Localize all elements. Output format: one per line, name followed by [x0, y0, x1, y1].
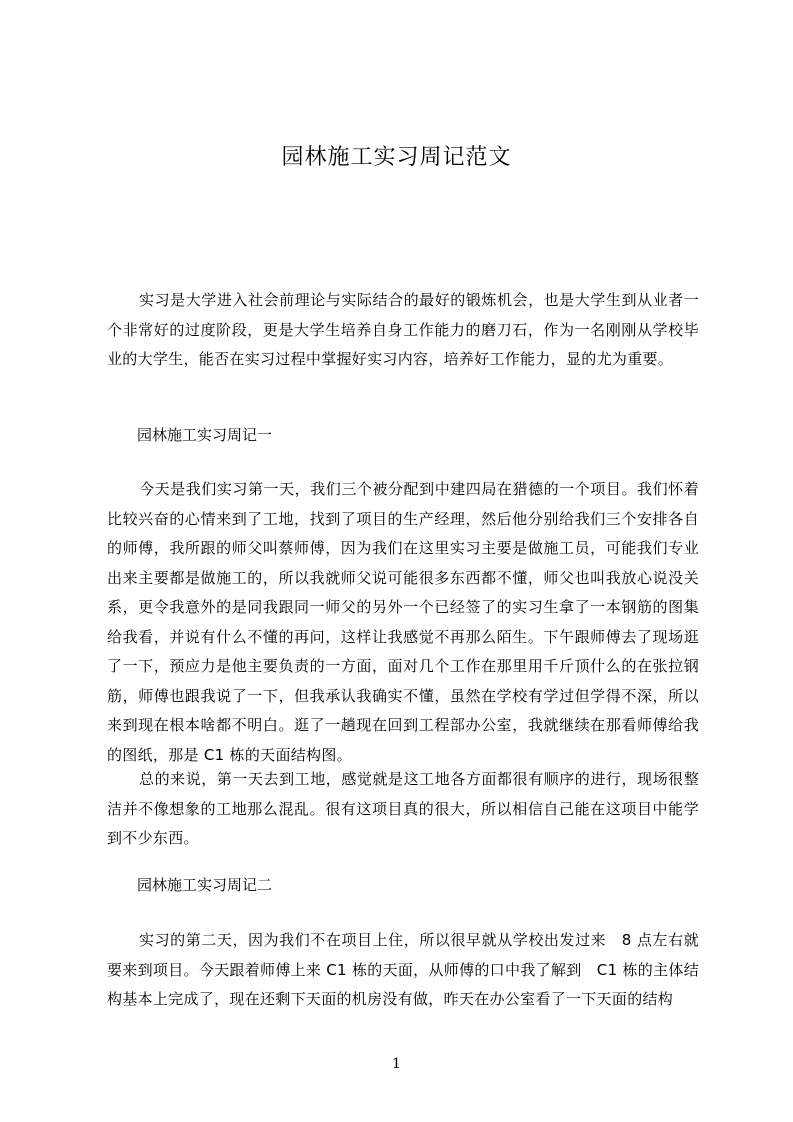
intro-paragraph: 实习是大学进入社会前理论与实际结合的最好的锻炼机会，也是大学生到从业者一个非常好的过度阶段，更是大学生培养自身工作能力的磨刀石，作为一名刚刚从学校毕业的大学生，能否在实习过程中掌握好实习内容，培养好工作能力，显的尤为重要。	[107, 291, 699, 368]
week-1-paragraph-1: 今天是我们实习第一天，我们三个被分配到中建四局在猎德的一个项目。我们怀着比较兴奋的心情来到了工地，找到了项目的生产经理，然后他分别给我们三个安排各自的师傅，我所跟的师父叫蔡师傅，因为我们在这里实习主要是做施工员，可能我们专业出来主要都是做施工的，所以我就师父说可能很多东西都不懂，师父也叫我放心说没关系，更令我意外的是同我跟同一师父的另外一个已经签了的实习生拿了一本钢筋的图集给我看，并说有什么不懂的再问，这样让我感觉不再那么陌生。下午跟师傅去了现场逛了一下，预应力是他主要负责的一方面，面对几个工作在那里用千斤顶什么的在张拉钢筋，师傅也跟我说了一下，但我承认我确实不懂，虽然在学校有学过但学得不深，所以来到现在根本啥都不明白。逛了一趟现在回到工程部办公室，我就继续在那看师傅给我的图纸，那是 C1 栋的天面结构图。	[107, 480, 699, 764]
week-1-paragraph-2: 总的来说，第一天去到工地，感觉就是这工地各方面都很有顺序的进行，现场很整洁并不像想象的工地那么混乱。很有这项目真的很大，所以相信自己能在这项目中能学到不少东西。	[107, 770, 699, 847]
document-title: 园林施工实习周记范文	[281, 145, 512, 170]
week-2-paragraph-1: 实习的第二天，因为我们不在项目上住，所以很早就从学校出发过来 8 点左右就要来到项目。今天跟着师傅上来 C1 栋的天面，从师傅的口中我了解到 C1 栋的主体结构基本上完成了，现在还剩下天面的机房没有做，昨天在办公室看了一下天面的结构	[107, 931, 699, 1008]
section-heading-week-1: 园林施工实习周记一	[137, 426, 273, 444]
page-number: 1	[392, 1056, 401, 1072]
section-heading-week-2: 园林施工实习周记二	[137, 876, 273, 894]
